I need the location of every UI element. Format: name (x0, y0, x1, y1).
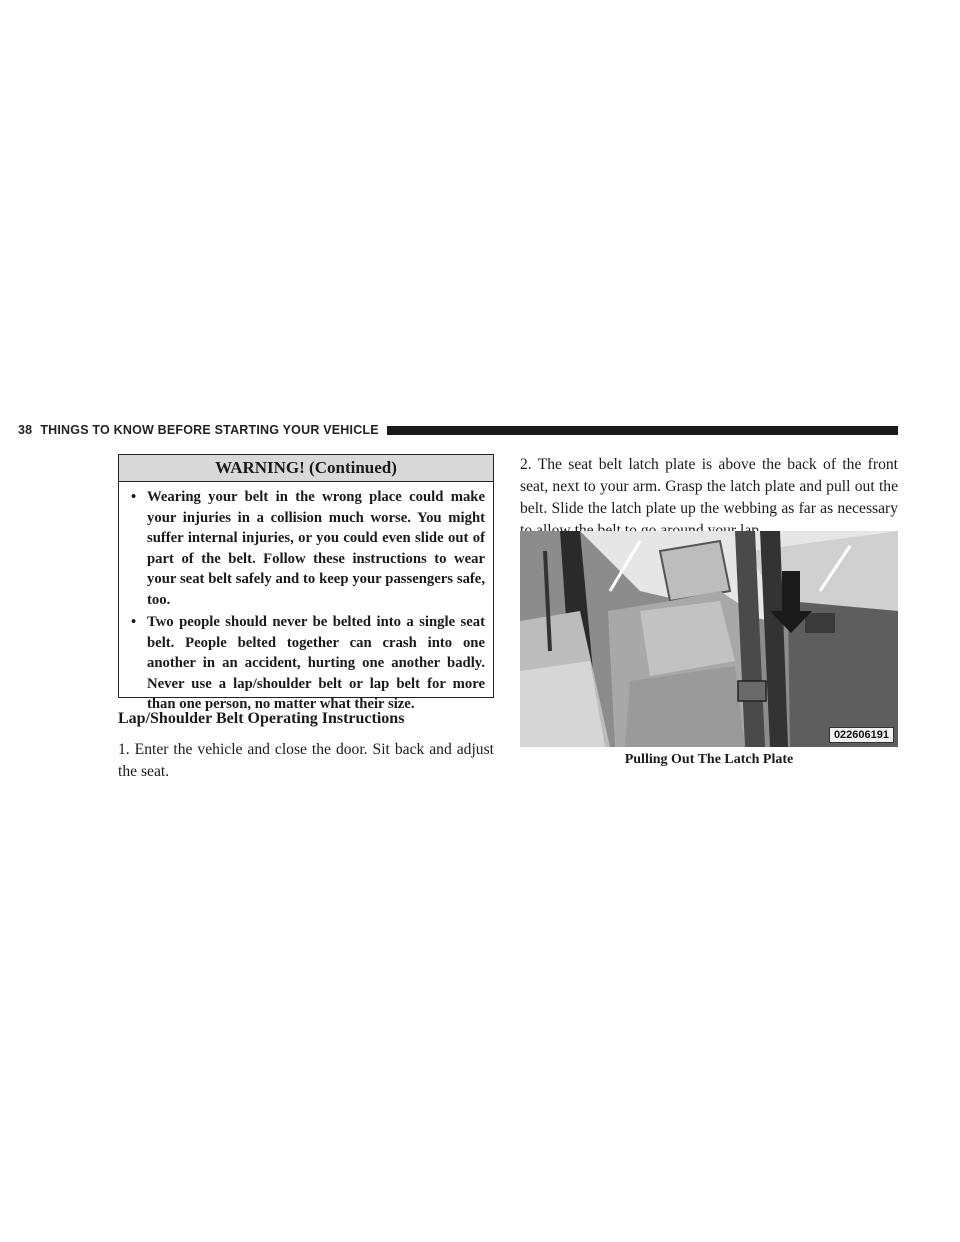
warning-bullet (131, 487, 485, 610)
warning-bullet-text: Wearing your belt in the wrong place could make your injuries in a collision much worse. You might suffer internal injuries, or you could even slide out of part of the belt. Follow these instructions to wear your seat belt safely and to keep your passengers safe, too. (147, 489, 485, 608)
warning-title: WARNING! (Continued) (119, 455, 493, 482)
section-heading: Lap/Shoulder Belt Operating Instructions (118, 710, 405, 727)
step-1-text: 1. Enter the vehicle and close the door. Sit back and adjust the seat. (118, 741, 494, 780)
step-2-text: 2. The seat belt latch plate is above the back of the front seat, next to your arm. Grasp the latch plate and pull out the belt. Slide the latch plate up the webbing as far as necessary (520, 456, 898, 517)
warning-list (119, 482, 493, 715)
seat-belt-photo (520, 531, 898, 747)
page-number: 38 (18, 423, 33, 437)
bullet-icon: • (131, 614, 137, 630)
seat-belt-illustration (520, 531, 898, 747)
warning-bullet-text: Two people should never be belted into a single seat belt. People belted together can crash into one another in an accident, hurting one another badly. Never use a lap/shoulder belt or lap belt for more than one person, no matter what their size. (147, 614, 485, 712)
header-rule (387, 426, 898, 435)
warning-bullet (131, 612, 485, 715)
section-title: THINGS TO KNOW BEFORE STARTING YOUR VEHICLE (40, 423, 379, 437)
bullet-icon: • (131, 489, 137, 505)
page-header (18, 422, 898, 438)
figure-id: 022606191 (829, 727, 894, 743)
warning-box (118, 454, 494, 712)
figure-caption: Pulling Out The Latch Plate (624, 752, 794, 767)
